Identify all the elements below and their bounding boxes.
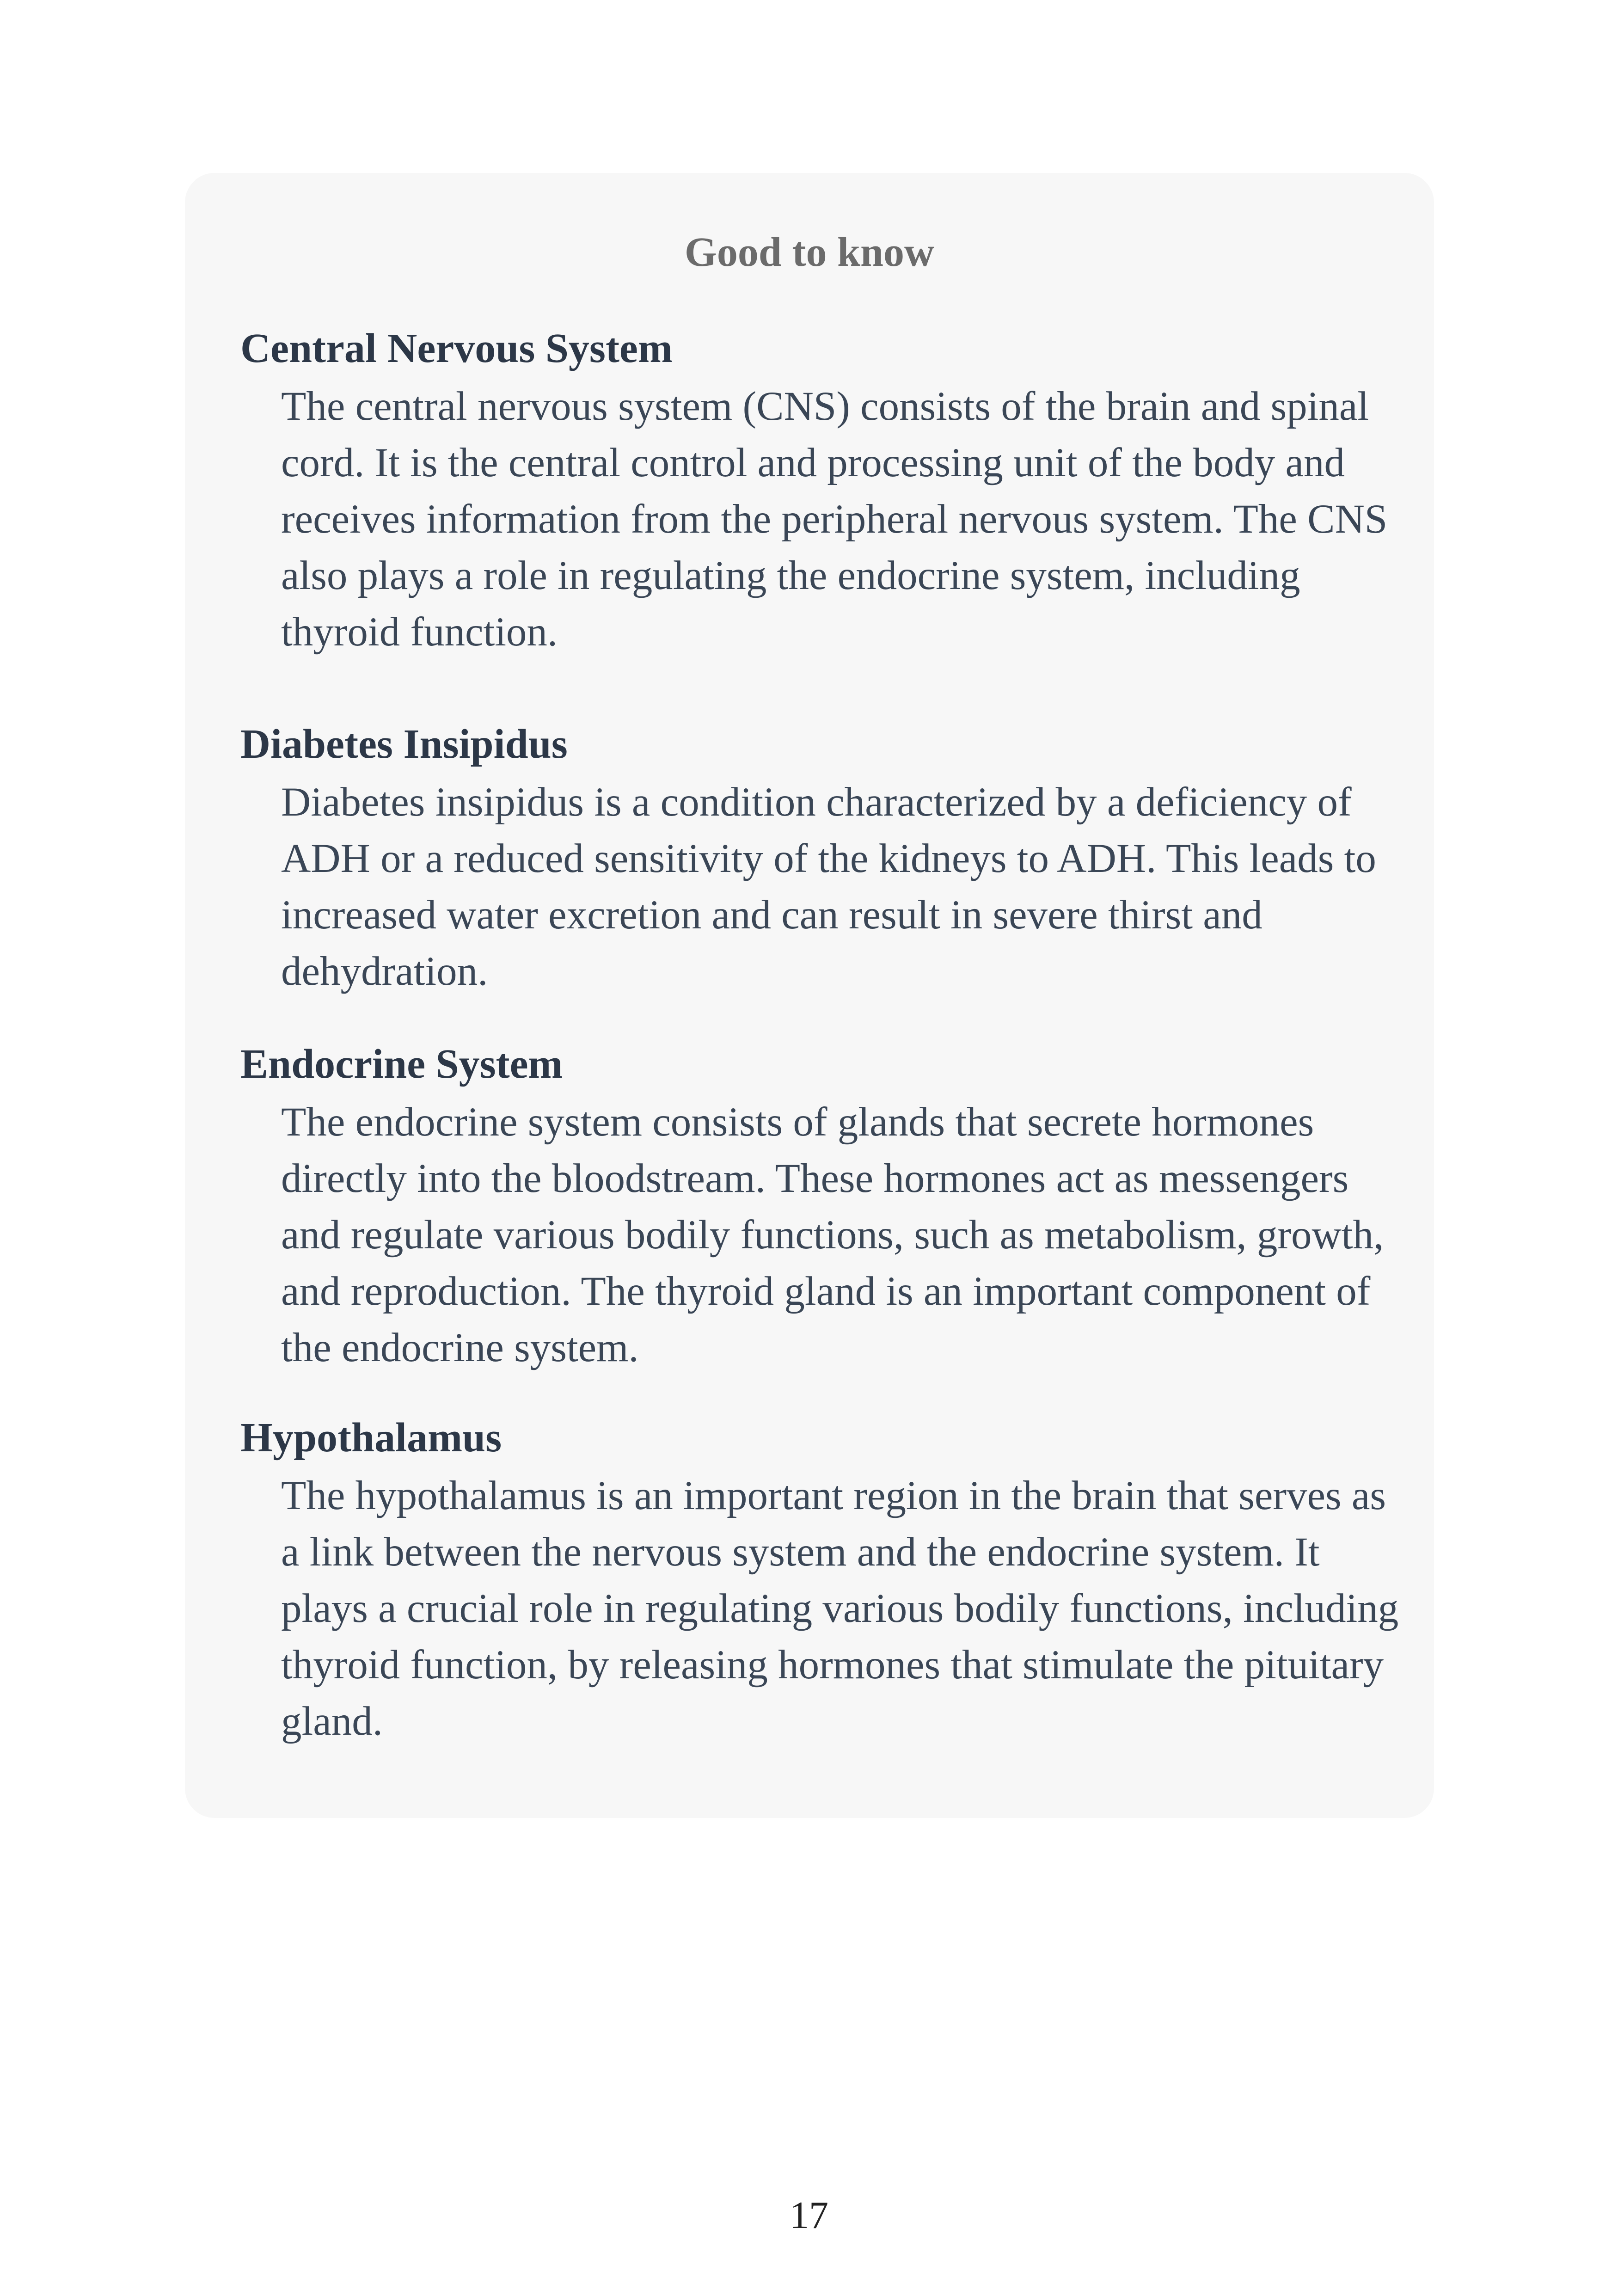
glossary-term: Central Nervous System — [240, 325, 673, 371]
glossary-term: Endocrine System — [240, 1041, 563, 1087]
glossary-definition: The hypothalamus is an important region in the brain that serves as a link between the nervous system and the endocrine system. It plays a crucial role in regulating various bodily functions, including thyroid function, by releasing hormones that stimulate the pituitary gland. — [281, 1473, 1399, 1744]
glossary-definition: The endocrine system consists of glands that secrete hormones directly into the bloodstream. These hormones act as messengers and regulate various bodily functions, such as metabolism, growth, and reproduction. The thyroid gland is an important component of the endocrine system. — [281, 1099, 1384, 1370]
glossary-term: Diabetes Insipidus — [240, 721, 568, 767]
glossary-definition: Diabetes insipidus is a condition characterized by a deficiency of ADH or a reduced sensitivity of the kidneys to ADH. This leads to increased water excretion and can result in severe thirst and dehydration. — [281, 780, 1376, 994]
glossary-term: Hypothalamus — [240, 1415, 502, 1461]
glossary-entry — [240, 324, 1387, 660]
good-to-know-box — [185, 173, 1434, 1818]
glossary-entry — [240, 719, 1387, 1000]
glossary-entry — [240, 1039, 1387, 1376]
page-number: 17 — [790, 2194, 828, 2237]
glossary-entry — [240, 1413, 1399, 1750]
glossary-definition: The central nervous system (CNS) consists of the brain and spinal cord. It is the central control and processing unit of the body and receives information from the peripheral nervous system. The CNS also plays a role in regulating the endocrine system, including thyroid function. — [281, 384, 1388, 655]
box-title: Good to know — [684, 229, 935, 275]
